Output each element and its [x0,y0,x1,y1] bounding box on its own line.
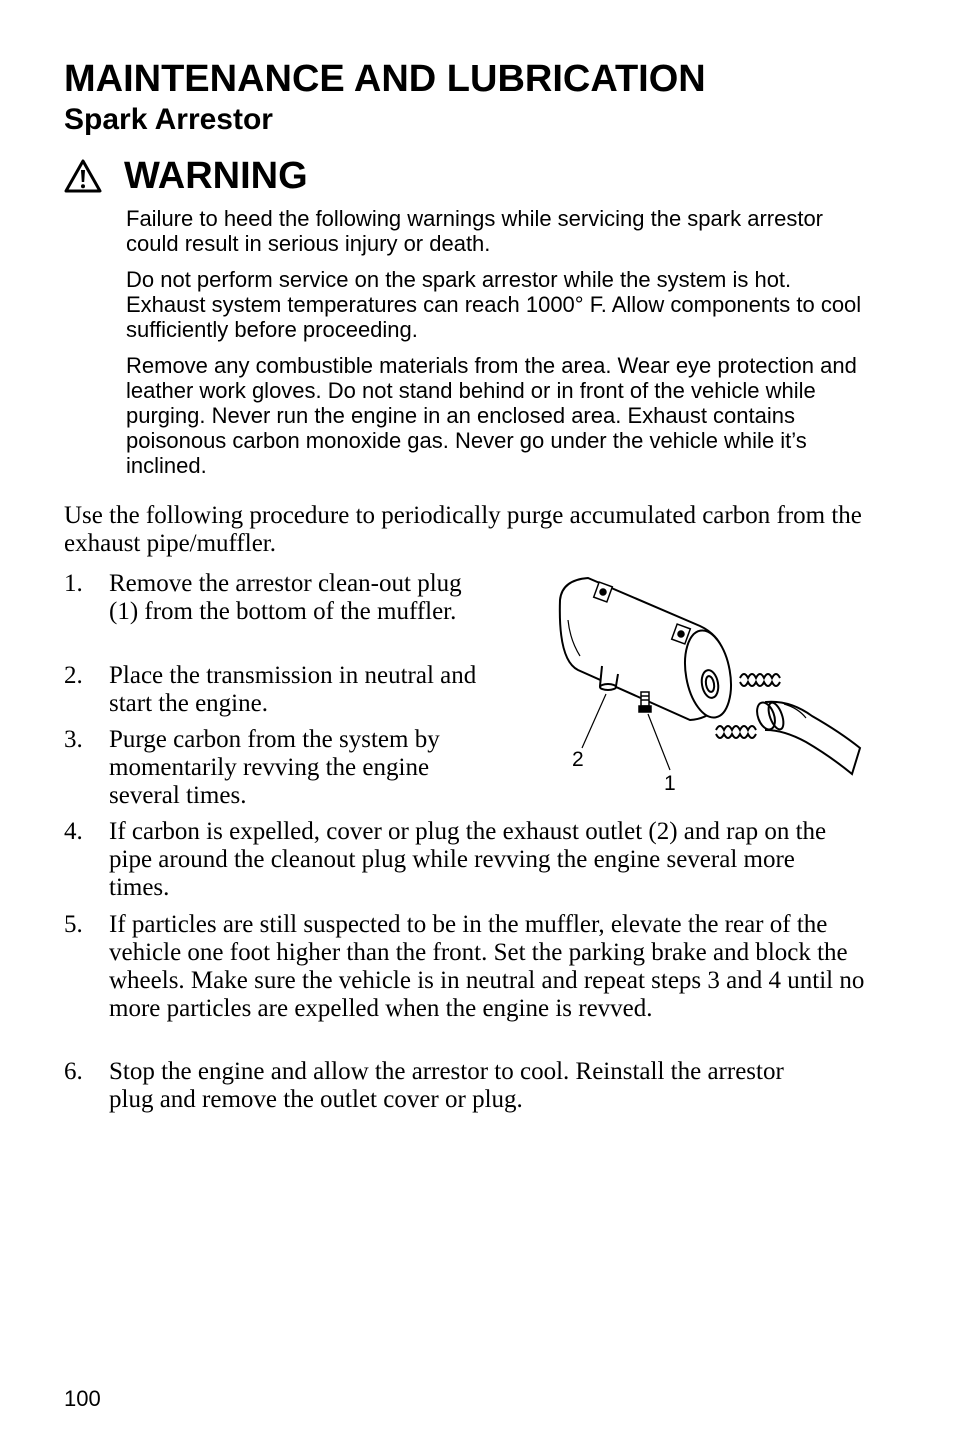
callout-label-1: 1 [664,772,676,795]
warning-paragraph: Failure to heed the following warnings while servicing the spark arrestor could result in serious injury or death. [126,206,824,256]
subsection-title: Spark Arrestor [64,103,273,136]
warning-triangle-icon [64,159,102,193]
warning-header [64,152,308,200]
step-text: Purge carbon from the system by momentarily revving the engine several times. [109,726,440,809]
muffler-diagram [540,570,870,800]
section-title: MAINTENANCE AND LUBRICATION [64,58,706,100]
step-text: Stop the engine and allow the arrestor to cool. Reinstall the arrestor plug and remove the outlet cover or plug. [109,1058,784,1113]
step-number: 3. [64,726,83,753]
warning-title: WARNING [124,154,308,197]
page-number: 100 [64,1386,101,1411]
warning-paragraph: Do not perform service on the spark arrestor while the system is hot. Exhaust system temperatures can reach 1000° F. Allow components to cool sufficiently before proceeding. [126,267,862,342]
step-text: Place the transmission in neutral and start the engine. [109,662,477,717]
warning-paragraph: Remove any combustible materials from the area. Wear eye protection and leather work gloves. Do not stand behind or in front of the vehicle while purging. Never run the engine in an enclosed area. Exhaust contains poisonous carbon monoxide gas. Never go under the vehicle while it’s inclined. [126,353,857,478]
callout-label-2: 2 [572,748,584,771]
step-text: Remove the arrestor clean-out plug (1) from the bottom of the muffler. [109,570,462,625]
step-text: If particles are still suspected to be in the muffler, elevate the rear of the vehicle one foot higher than the front. Set the parking brake and block the wheels. Make sure the vehicle is in neutral and repeat steps 3 and 4 until no more particles are expelled when the engine is revved. [109,911,865,1022]
step-text: If carbon is expelled, cover or plug the exhaust outlet (2) and rap on the pipe around the cleanout plug while revving the engine several more times. [109,818,827,901]
exhaust-pipe [754,700,860,774]
step-number: 6. [64,1058,83,1085]
clean-out-plug [639,692,651,712]
step-number: 5. [64,911,83,938]
step-number: 4. [64,818,83,845]
warning-body [126,206,866,489]
step-number: 2. [64,662,83,689]
step-number: 1. [64,570,83,597]
intro-paragraph: Use the following procedure to periodically purge accumulated carbon from the exhaust pipe/muffler. [64,502,862,557]
